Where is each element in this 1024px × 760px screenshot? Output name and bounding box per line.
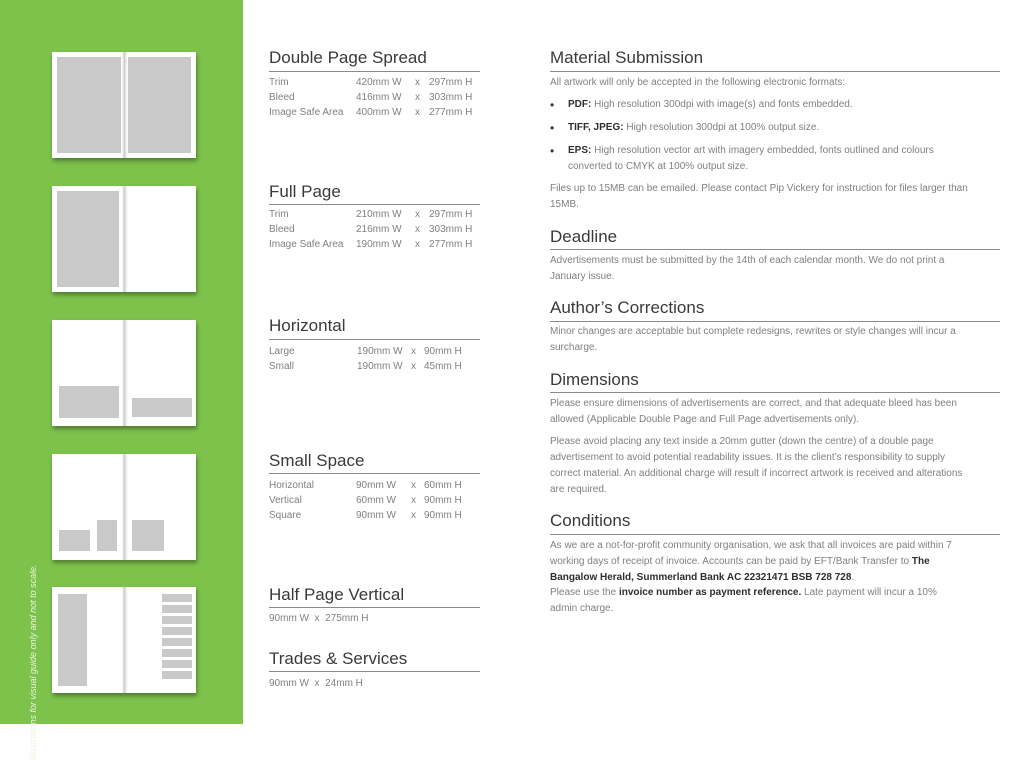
size-row: Small 190mm W x 45mm H bbox=[269, 361, 462, 372]
size-row: Horizontal 90mm W x 60mm H bbox=[269, 480, 462, 491]
conditions-title: Conditions bbox=[550, 511, 631, 530]
size-title-small-space: Small Space bbox=[269, 451, 365, 470]
size-table-double-page bbox=[269, 75, 484, 123]
file-size-note: Files up to 15MB can be emailed. Please contact Pip Vickery for instruction for files larger than 15MB. bbox=[550, 183, 968, 210]
size-title-horizontal: Horizontal bbox=[269, 316, 346, 335]
divider bbox=[550, 249, 1000, 250]
disclaimer-text: illustrations for visual guide only and not to scale. bbox=[28, 564, 38, 760]
payment-reference-note: invoice number as payment reference. bbox=[618, 587, 802, 598]
size-table-full-page bbox=[269, 207, 484, 255]
divider bbox=[269, 607, 480, 608]
illustration-half-page-vertical bbox=[52, 587, 196, 693]
deadline-text: Advertisements must be submitted by the 14th of each calendar month. We do not print a January issue. bbox=[550, 255, 945, 282]
deadline-title: Deadline bbox=[550, 227, 618, 246]
size-table-horizontal bbox=[269, 344, 484, 376]
divider bbox=[269, 204, 480, 205]
size-title-full-page: Full Page bbox=[269, 182, 341, 201]
material-submission-title: Material Submission bbox=[550, 48, 704, 67]
sidebar bbox=[0, 0, 243, 760]
divider bbox=[550, 321, 1000, 322]
size-row: Image Safe Area 400mm W x 277mm H bbox=[269, 107, 473, 118]
size-row: Square 90mm W x 90mm H bbox=[269, 510, 462, 521]
size-row: Large 190mm W x 90mm H bbox=[269, 346, 462, 357]
size-title-double-page: Double Page Spread bbox=[269, 48, 427, 67]
bank-details: The Bangalow Herald, Summerland Bank AC 22321471 BSB 728 728 bbox=[550, 556, 930, 583]
divider bbox=[550, 71, 1000, 72]
size-row: Trim 210mm W x 297mm H bbox=[269, 209, 473, 220]
size-row: Image Safe Area 190mm W x 277mm H bbox=[269, 239, 473, 250]
divider bbox=[269, 473, 480, 474]
divider bbox=[269, 71, 480, 72]
material-intro: All artwork will only be accepted in the following electronic formats: bbox=[550, 77, 846, 88]
illustration-horizontal bbox=[52, 320, 196, 426]
format-bullet-pdf: • PDF: High resolution 300dpi with image(s) and fonts embedded. bbox=[550, 98, 853, 112]
divider bbox=[269, 339, 480, 340]
format-bullet-tiff-jpeg: • TIFF, JPEG: High resolution 300dpi at 100% output size. bbox=[550, 121, 820, 135]
size-trades-services: 90mm W x 24mm H bbox=[269, 678, 363, 689]
size-half-page-vertical: 90mm W x 275mm H bbox=[269, 613, 369, 624]
dimensions-paragraph-2: Please avoid placing any text inside a 20mm gutter (down the centre) of a double page advertisement to avoid potential readability issues. It is the client’s responsibility to supply correct material. An additional charge will result if incorrect artwork is received and alterations are required. bbox=[550, 436, 963, 495]
size-title-trades-services: Trades & Services bbox=[269, 649, 408, 668]
authors-corrections-text: Minor changes are acceptable but complete redesigns, rewrites or style changes will incur a surcharge. bbox=[550, 326, 956, 353]
dimensions-paragraph-1: Please ensure dimensions of advertisements are correct, and that adequate bleed has been allowed (Applicable Double Page and Full Page advertisements only). bbox=[550, 398, 957, 425]
size-table-small-space bbox=[269, 478, 484, 526]
divider bbox=[550, 534, 1000, 535]
format-bullet-eps: • EPS: High resolution vector art with imagery embedded, fonts outlined and colours converted to CMYK at 100% output size. bbox=[550, 144, 934, 172]
illustration-full-page bbox=[52, 186, 196, 292]
authors-corrections-title: Author’s Corrections bbox=[550, 298, 705, 317]
illustration-small-space bbox=[52, 454, 196, 560]
divider bbox=[550, 392, 1000, 393]
size-row: Trim 420mm W x 297mm H bbox=[269, 77, 473, 88]
illustration-double-page-spread bbox=[52, 52, 196, 158]
size-row: Bleed 416mm W x 303mm H bbox=[269, 92, 473, 103]
conditions-paragraph-1: As we are a not-for-profit community organisation, we ask that all invoices are paid within 7 working days of receipt of invoice. Accounts can be paid by EFT/Bank Transfer to The Bangalow Herald, Summerland Bank AC 22321471 BSB 728 728. bbox=[550, 540, 952, 583]
conditions-paragraph-2: Please use the invoice number as payment reference. Late payment will incur a 10% admin charge. bbox=[550, 587, 937, 614]
divider bbox=[269, 671, 480, 672]
size-title-half-page-vertical: Half Page Vertical bbox=[269, 585, 405, 604]
size-row: Bleed 216mm W x 303mm H bbox=[269, 224, 473, 235]
dimensions-title: Dimensions bbox=[550, 370, 639, 389]
size-row: Vertical 60mm W x 90mm H bbox=[269, 495, 462, 506]
